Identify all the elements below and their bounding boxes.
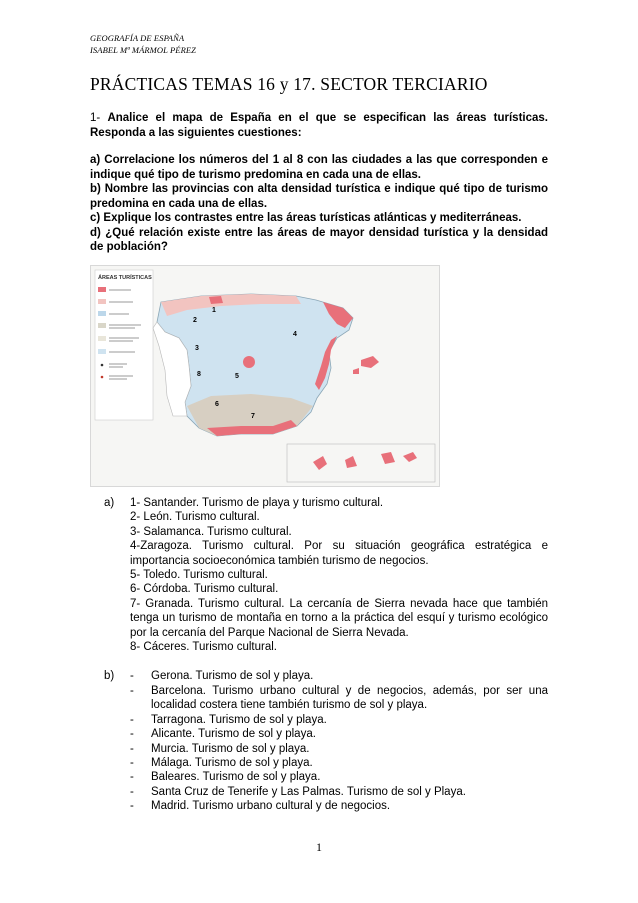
page-number: 1 (316, 840, 322, 854)
map-number-8: 8 (197, 371, 201, 378)
answer-b-item: - Santa Cruz de Tenerife y Las Palmas. Turismo de sol y Playa. (130, 785, 466, 798)
answer-b-item: - Madrid. Turismo urbano cultural y de negocios. (130, 800, 391, 813)
map-number-1: 1 (212, 307, 216, 314)
canary-island-3 (381, 452, 395, 464)
answer-a-item: 7- Granada. Turismo cultural. La cercanía de Sierra nevada hace que también tenga un turismo de montaña en torno a la práctica del esquí y turismo ecológico por la cercanía del Parque Nacional de Sierra Nevada. (130, 597, 548, 639)
exercise-statement: Analice el mapa de España en el que se especifican las áreas turísticas. Responda a las siguientes cuestiones: (90, 112, 548, 139)
answer-b-item: - Gerona. Turismo de sol y playa. (130, 670, 314, 683)
document-header (90, 32, 196, 56)
legend-swatch-interior (98, 349, 106, 354)
answer-b-item: - Málaga. Turismo de sol y playa. (130, 756, 313, 769)
header-subject: GEOGRAFÍA DE ESPAÑA (90, 33, 185, 43)
balearic-islands (361, 356, 379, 368)
legend-swatch-historic-2 (98, 336, 106, 341)
answer-a-item: 1- Santander. Turismo de playa y turismo cultural. (130, 497, 384, 509)
answer-a-item: 3- Salamanca. Turismo cultural. (130, 525, 292, 538)
canary-island-1 (313, 456, 327, 470)
answer-b-letter: b) (104, 670, 115, 683)
exercise-number: 1- (90, 112, 101, 124)
canary-island-2 (345, 456, 357, 468)
answer-a-item: 2- León. Turismo cultural. (130, 511, 260, 524)
question-d: d) ¿Qué relación existe entre las áreas de mayor densidad turística y la densidad de población? (90, 226, 548, 253)
answer-b-item: - Alicante. Turismo de sol y playa. (130, 728, 316, 741)
answer-a-item: 6- Córdoba. Turismo cultural. (130, 583, 279, 596)
answers-section (104, 496, 548, 814)
madrid-area (243, 356, 255, 368)
legend-swatch-historic (98, 323, 106, 328)
answer-b-item: - Barcelona. Turismo urbano cultural y de negocios, además, por ser una localidad costera tiene también turismo de sol y playa. (130, 684, 548, 712)
legend-swatch-low (98, 311, 106, 316)
answer-a-item: 5- Toledo. Turismo cultural. (130, 569, 268, 582)
tourism-map-figure (90, 265, 440, 487)
exercise-intro (90, 111, 548, 140)
map-number-5: 5 (235, 373, 239, 380)
santander-area (209, 296, 223, 304)
map-legend-title: ÁREAS TURÍSTICAS (98, 275, 152, 281)
answer-a-item: 4-Zaragoza. Turismo cultural. Por su situación geográfica estratégica e importancia socioeconómica también turismo de negocios. (130, 540, 548, 567)
map-number-3: 3 (195, 345, 199, 352)
map-legend-panel (95, 270, 153, 420)
question-list (90, 153, 548, 255)
map-number-2: 2 (193, 317, 197, 324)
legend-swatch-medium (98, 299, 106, 304)
legend-swatch-high (98, 287, 106, 292)
legend-dot-center (101, 376, 104, 379)
question-c: c) Explique los contrastes entre las áreas turísticas atlánticas y mediterráneas. (90, 212, 522, 224)
tourism-map (91, 266, 439, 486)
answer-a-item: 8- Cáceres. Turismo cultural. (130, 641, 277, 654)
answer-a (104, 496, 548, 654)
question-b: b) Nombre las provincias con alta densidad turística e indique qué tipo de turismo predomina en cada una de ellas. (90, 183, 548, 210)
map-number-6: 6 (215, 401, 219, 408)
legend-dot-city (101, 364, 104, 367)
map-number-4: 4 (293, 331, 297, 338)
page-title: PRÁCTICAS TEMAS 16 y 17. SECTOR TERCIARIO (90, 74, 488, 94)
question-a: a) Correlacione los números del 1 al 8 con las ciudades a las que corresponden e indique qué tipo de turismo predomina en cada una de ellas. (90, 154, 548, 181)
answer-b-item: - Tarragona. Turismo de sol y playa. (130, 713, 327, 726)
answer-b-item: - Baleares. Turismo de sol y playa. (130, 771, 321, 784)
canary-inset (287, 444, 435, 482)
answer-a-letter: a) (104, 497, 115, 509)
answer-b-item: - Murcia. Turismo de sol y playa. (130, 742, 310, 755)
map-number-7: 7 (251, 413, 255, 420)
header-author: ISABEL Mª MÁRMOL PÉREZ (90, 45, 196, 55)
answer-b (104, 669, 548, 813)
